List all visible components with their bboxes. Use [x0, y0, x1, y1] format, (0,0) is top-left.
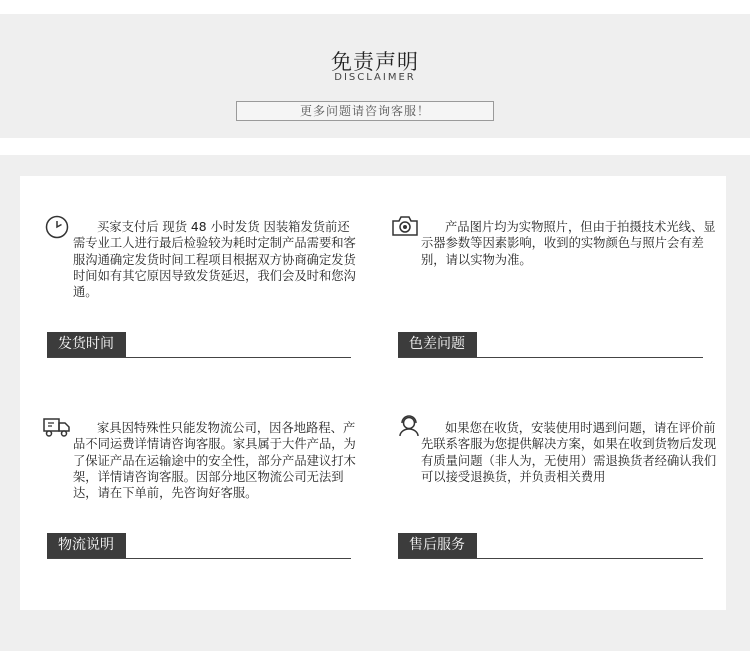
- section-label: 物流说明: [47, 533, 126, 558]
- contact-notice: 更多问题请咨询客服！: [236, 101, 494, 121]
- section-text: 产品图片均为实物照片，但由于拍摄技术光线、显示器参数等因素影响，收到的实物颜色与照片会有差别，请以实物为准。: [421, 220, 716, 267]
- page-title: 免责声明: [331, 50, 419, 74]
- section-text: 买家支付后 现货 48 小时发货 因装箱发货前还需专业工人进行最后检验较为耗时定制产品需要和客服沟通确定发货时间工程项目根据双方协商确定发货时间如有其它原因导致发货延迟，我们会及时和您沟通。: [73, 220, 356, 300]
- section-divider: [398, 558, 703, 559]
- section-divider: [47, 357, 351, 358]
- section-label: 色差问题: [398, 332, 477, 357]
- section-divider: [47, 558, 351, 559]
- support-agent-icon: [397, 414, 421, 438]
- section-label: 发货时间: [47, 332, 126, 357]
- section-divider: [398, 357, 703, 358]
- section-label: 售后服务: [398, 533, 477, 558]
- section-text: 如果您在收货，安装使用时遇到问题，请在评价前先联系客服为您提供解决方案，如果在收到货物后发现有质量问题（非人为，无使用）需退换货者经确认我们可以接受退换货，并负责相关费用: [421, 421, 717, 484]
- page-subtitle: DISCLAIMER: [334, 72, 416, 83]
- truck-icon: [42, 416, 72, 438]
- clock-icon: [45, 215, 69, 239]
- camera-icon: [391, 214, 419, 238]
- section-text: 家具因特殊性只能发物流公司，因各地路程、产品不同运费详情请咨询客服。家具属于大件产品，为了保证产品在运输途中的安全性，部分产品建议打木架，详情请咨询客服。因部分地区物流公司无法到达，请在下单前，先咨询好客服。: [73, 421, 356, 501]
